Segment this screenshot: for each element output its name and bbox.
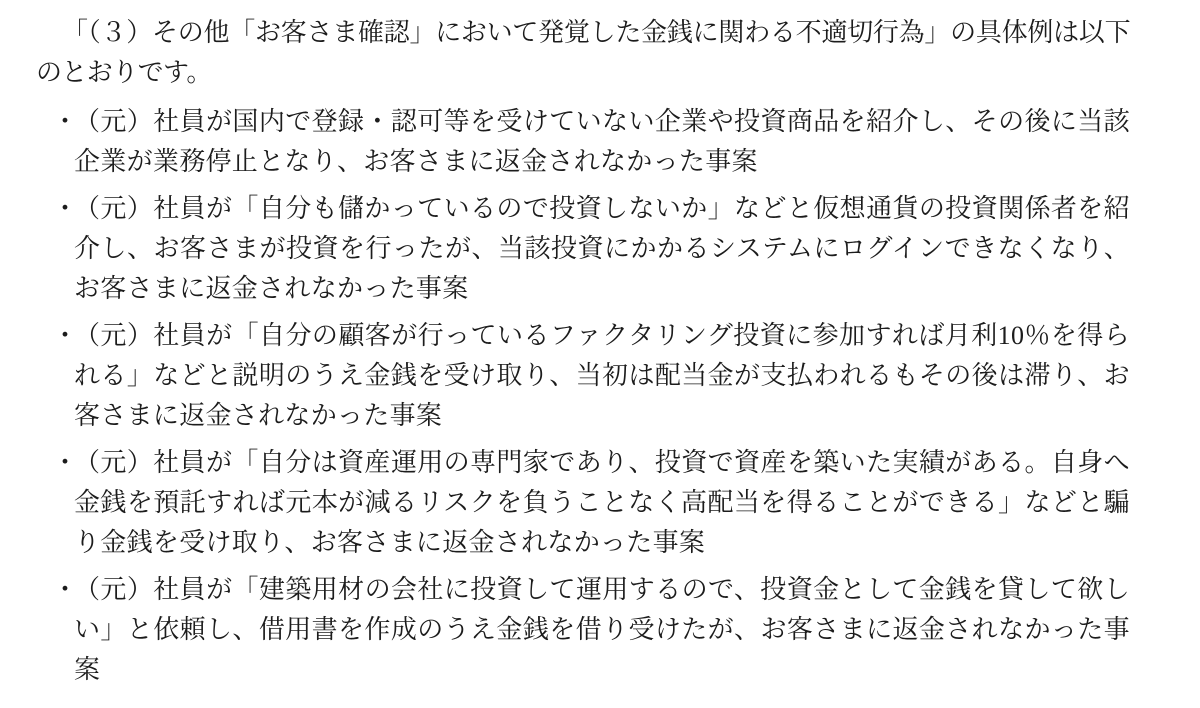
bullet-icon: ・ — [52, 575, 79, 604]
list-item — [36, 443, 1130, 563]
list-item — [36, 102, 1130, 182]
case-item-text: （元）社員が「自分は資産運用の専門家であり、投資で資産を築いた実績がある。自身へ金銭を預託すれば元本が減るリスクを負うことなく高配当を得ることができる」などと騙り金銭を受け取り、お客さまに返金されなかった事案 — [74, 448, 1130, 557]
bullet-icon: ・ — [52, 194, 79, 223]
case-item-text: （元）社員が「自分も儲かっているので投資しないか」などと仮想通貨の投資関係者を紹介し、お客さまが投資を行ったが、当該投資にかかるシステムにログインできなくなり、お客さまに返金されなかった事案 — [74, 194, 1130, 303]
bullet-icon: ・ — [52, 107, 79, 136]
document-page — [36, 0, 1130, 690]
case-item-text: （元）社員が「建築用材の会社に投資して運用するので、投資金として金銭を貸して欲しい」と依頼し、借用書を作成のうえ金銭を借り受けたが、お客さまに返金されなかった事案 — [74, 575, 1130, 684]
case-item-text: （元）社員が「自分の顧客が行っているファクタリング投資に参加すれば月利10％を得られる」などと説明のうえ金銭を受け取り、当初は配当金が支払われるもその後は滞り、お客さまに返金されなかった事案 — [74, 321, 1130, 430]
list-item — [36, 570, 1130, 690]
case-item-text: （元）社員が国内で登録・認可等を受けていない企業や投資商品を紹介し、その後に当該企業が業務停止となり、お客さまに返金されなかった事案 — [74, 107, 1130, 176]
bullet-icon: ・ — [52, 448, 79, 477]
bullet-icon: ・ — [52, 321, 79, 350]
case-list — [36, 102, 1130, 690]
list-item — [36, 316, 1130, 436]
intro-paragraph: 「（３）その他「お客さま確認」において発覚した金銭に関わる不適切行為」の具体例は以下のとおりです。 — [36, 18, 1130, 87]
list-item — [36, 189, 1130, 309]
